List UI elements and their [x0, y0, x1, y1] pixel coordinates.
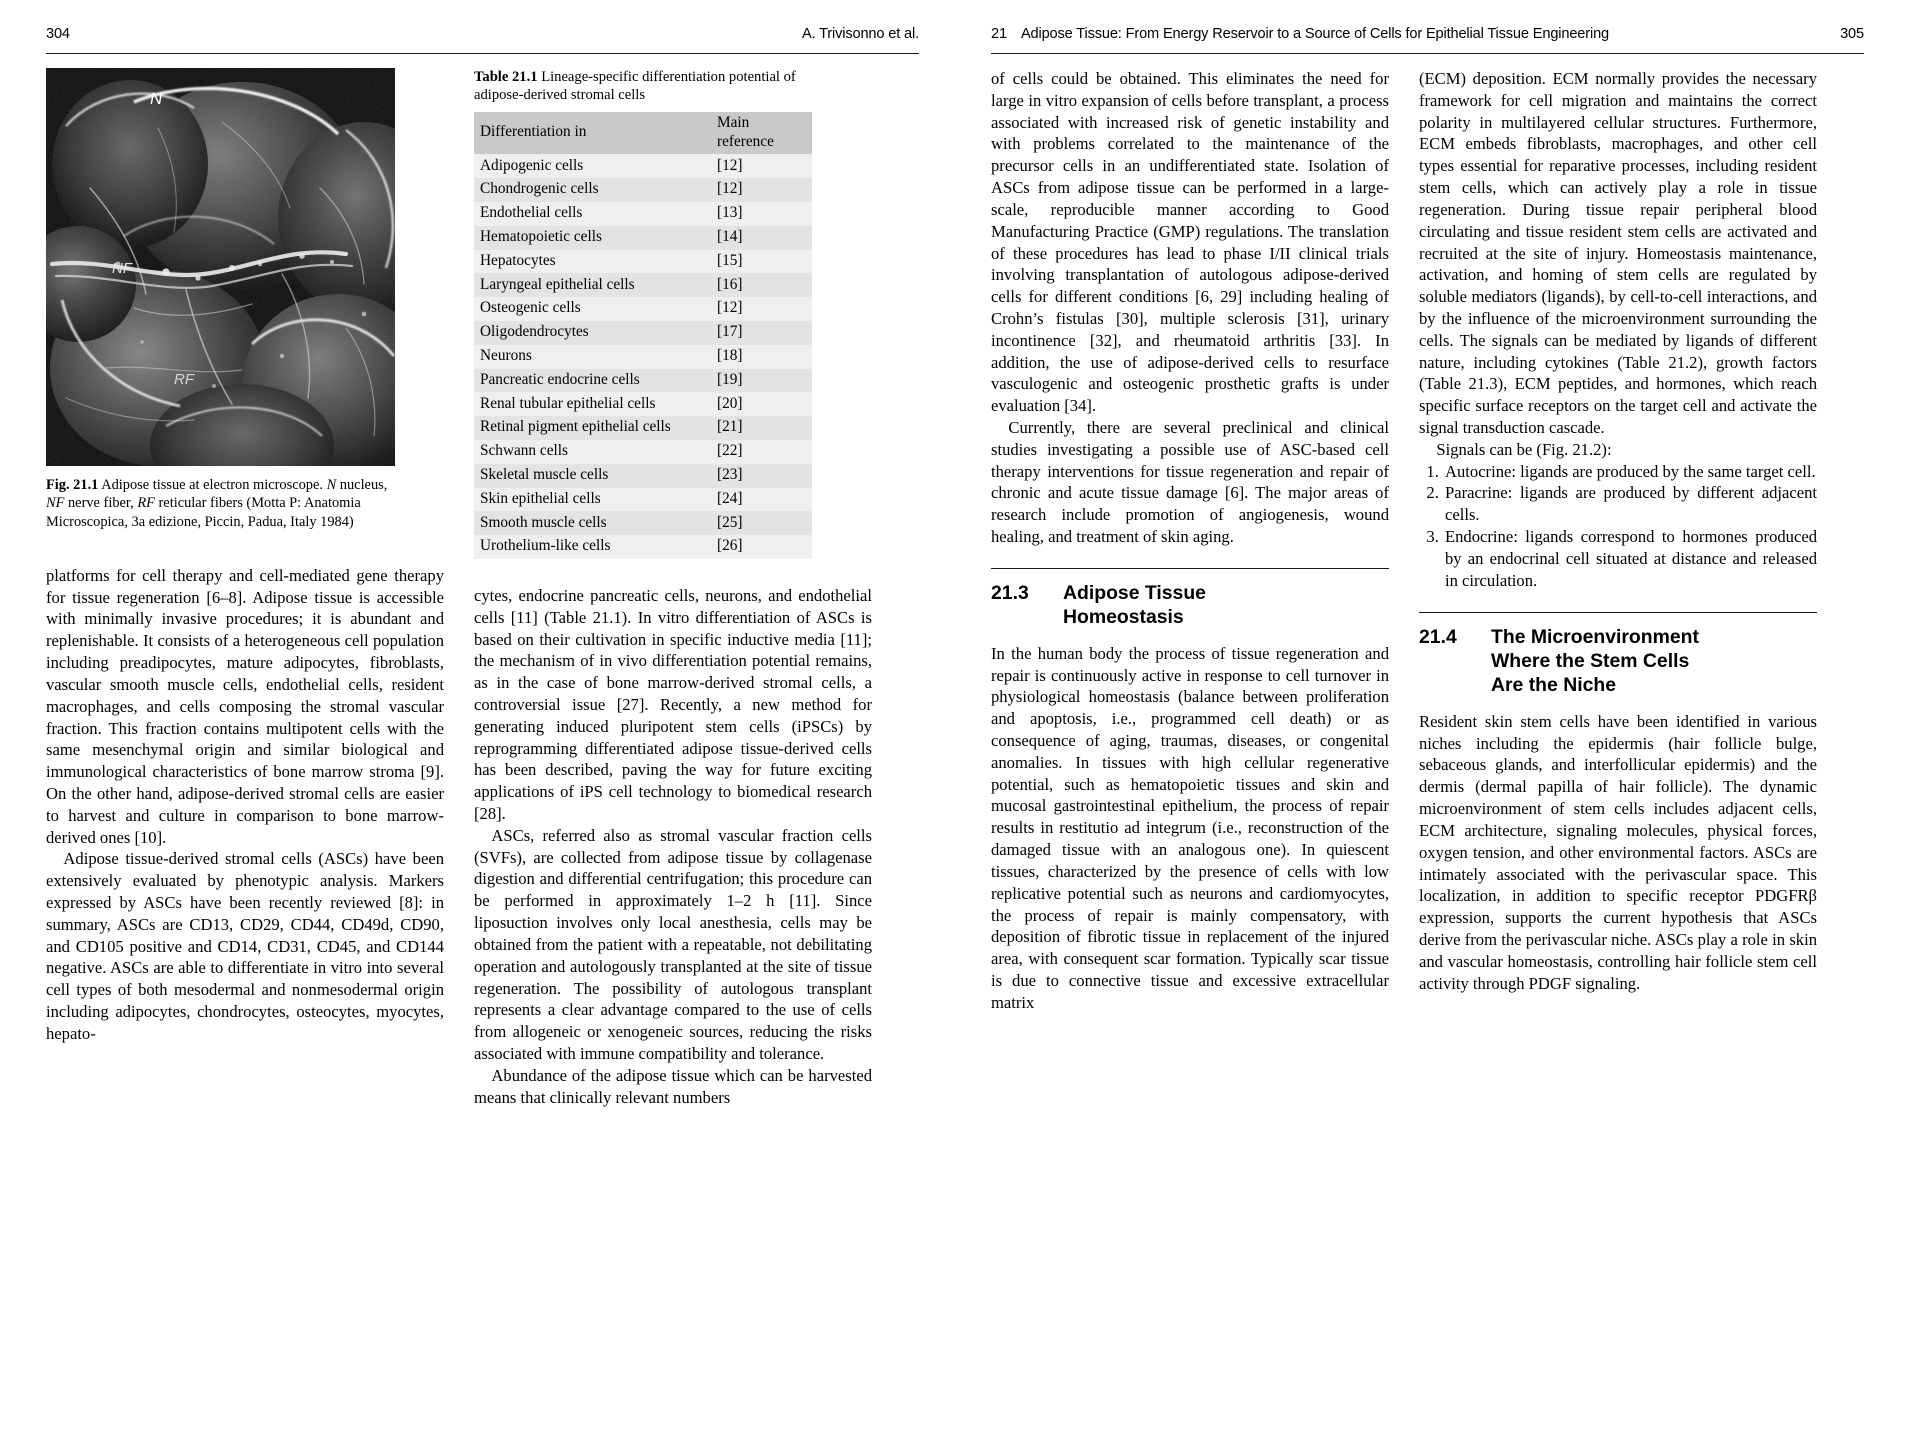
- figure-caption-italic-rf: RF: [137, 495, 155, 512]
- table-cell-reference: [14]: [717, 227, 743, 245]
- table-row: [474, 416, 812, 440]
- table-header: [474, 112, 812, 155]
- figure-21-1: [46, 68, 395, 531]
- section-heading-21-4: [1419, 612, 1817, 698]
- table-cell-differentiation: Skeletal muscle cells: [480, 465, 609, 483]
- column-right-1: [991, 68, 1389, 1014]
- table-row: [474, 321, 812, 345]
- table-cell-differentiation: Pancreatic endocrine cells: [480, 370, 640, 388]
- table-cell-differentiation: Renal tubular epithelial cells: [480, 394, 656, 412]
- table-row: [474, 511, 812, 535]
- section-21-4-number: 21.4: [1419, 625, 1457, 648]
- table-body: [474, 154, 812, 559]
- figure-caption: [46, 476, 395, 531]
- table-row: [474, 535, 812, 559]
- table-cell-reference: [12]: [717, 180, 743, 198]
- table-row: [474, 297, 812, 321]
- table-cell-reference: [23]: [717, 465, 743, 483]
- table-21-1: [474, 112, 812, 559]
- running-head-left: [46, 26, 919, 48]
- left-col2-para-2: ASCs, referred also as stromal vascular fraction cells (SVFs), are collected from adipose tissue by collagenase digestion and differential centrifugation; this procedure can be performed in approximately 1–2 h [11]. Since liposuction involves only local anesthesia, cells may be obtained from the patient with a repeatable, not debilitating operation and autologously transplanted at the site of tissue regeneration. The possibility of autologous transplant represents a clear advantage compared to the use of cells from allogeneic or xenogeneic sources, reducing the risks associated with immune compatibility and tolerance.: [474, 825, 872, 1063]
- table-cell-differentiation: Oligodendrocytes: [480, 323, 589, 341]
- section-21-4-title: [1491, 625, 1817, 698]
- section-21-3-title-line2: Homeostasis: [1063, 606, 1184, 629]
- chapter-number: 21: [991, 26, 1007, 42]
- micrograph-label-nf: NF: [112, 260, 132, 277]
- figure-caption-text-1: Adipose tissue at electron microscope.: [101, 477, 327, 493]
- table-cell-differentiation: Skin epithelial cells: [480, 489, 601, 507]
- figure-caption-text-3: nerve fiber,: [64, 495, 138, 512]
- header-rule-left: [46, 53, 919, 54]
- table-cell-differentiation: Laryngeal epithelial cells: [480, 275, 635, 293]
- table-cell-differentiation: Smooth muscle cells: [480, 513, 607, 531]
- section-21-4-title-line2: Where the Stem Cells: [1491, 649, 1690, 672]
- figure-caption-text-4: reticular fibers (Motta P: Anatomia Microscopica, 3a edizione, Piccin, Padua, Italy 1984): [46, 495, 361, 530]
- table-row: [474, 392, 812, 416]
- section-heading-21-3: [991, 568, 1389, 630]
- table-cell-reference: [24]: [717, 489, 743, 507]
- table-row: [474, 488, 812, 512]
- signal-list-item: 1. Autocrine: ligands are produced by the same target cell.: [1443, 461, 1817, 483]
- signal-list-item: 3. Endocrine: ligands correspond to hormones produced by an endocrinal cell situated at distance and released in circulation.: [1443, 526, 1817, 591]
- table-cell-differentiation: Retinal pigment epithelial cells: [480, 418, 671, 436]
- table-header-row: [474, 112, 812, 155]
- left-col1-para-2: Adipose tissue-derived stromal cells (ASCs) have been extensively evaluated by phenotypic analysis. Markers expressed by ASCs have been recently reviewed [8]: in summary, ASCs are CD13, CD29, CD44, CD49d, CD90, and CD105 positive and CD14, CD31, CD45, and CD144 negative. ASCs are able to differentiate in vitro into several cell types of both mesodermal and nonmesodermal origin including adipocytes, chondrocytes, osteocytes, myocytes, hepato-: [46, 849, 444, 1043]
- table-row: [474, 178, 812, 202]
- table-cell-reference: [12]: [717, 156, 743, 174]
- table-cell-reference: [12]: [717, 299, 743, 317]
- left-col2-para-3: Abundance of the adipose tissue which can be harvested means that clinically relevant numbers: [474, 1065, 872, 1107]
- table-cell-reference: [26]: [717, 537, 743, 555]
- page-number-right: 305: [1840, 26, 1864, 42]
- right-col1-para-3: In the human body the process of tissue regeneration and repair is continuously active in response to cell turnover in physiological homeostasis (balance between proliferation and apoptosis, i.e., programmed cell death) or as consequence of aging, traumas, diseases, or congenital anomalies. In tissues with high cellular regenerative potential, such as hematopoietic tissues and skin and mucosal gastrointestinal epithelium, the process of repair results in restitutio ad integrum (i.e., reconstruction of the damaged tissue with an analogous one). In quiescent tissues, characterized by the presence of cells with low replicative potential such as neurons and cardiomyocytes, the process of repair is mainly compensatory, with deposition of fibrotic tissue in replacement of the injured area, with consequent scar formation. Typically scar tissue is due to connective tissue and excessive extracellular matrix: [991, 643, 1389, 1012]
- table-cell-reference: [17]: [717, 323, 743, 341]
- signal-list-item: 2. Paracrine: ligands are produced by different adjacent cells.: [1443, 482, 1817, 526]
- column-left-2: [474, 68, 872, 1108]
- right-col1-para-1: of cells could be obtained. This eliminates the need for large in vitro expansion of cells before transplant, a process associated with increased risk of genetic instability and with problems correlated to the maintenance of the precursor cells in an undifferentiated state. Isolation of ASCs from adipose tissue can be performed in a large-scale, reproducible manner according to Good Manufacturing Practice (GMP) regulations. The translation of these procedures has lead to phase I/II clinical trials involving transplantation of autologous adipose-derived cells for different conditions [6, 29] including healing of Crohn’s fistulas [30], multiple sclerosis [31], urinary incontinence [32], and rheumatoid arthritis [33]. In addition, the use of adipose-derived cells to resurface vasculogenic and osteogenic prosthetic grafts is under evaluation [34].: [991, 69, 1389, 416]
- table-caption-text: Lineage-specific differentiation potential of adipose-derived stromal cells: [474, 69, 796, 104]
- table-caption-label: Table 21.1: [474, 69, 538, 85]
- table-row: [474, 464, 812, 488]
- table-header-reference: Main reference: [709, 112, 812, 155]
- table-21-1-wrapper: [474, 68, 812, 559]
- table-row: [474, 273, 812, 297]
- section-21-3-number: 21.3: [991, 581, 1029, 604]
- table-header-differentiation: Differentiation in: [474, 112, 709, 155]
- table-cell-reference: [25]: [717, 513, 743, 531]
- right-col2-para-2: Signals can be (Fig. 21.2):: [1436, 439, 1612, 459]
- table-row: [474, 345, 812, 369]
- table-cell-differentiation: Osteogenic cells: [480, 299, 581, 317]
- table-row: [474, 154, 812, 178]
- table-cell-reference: [22]: [717, 442, 743, 460]
- micrograph-label-rf: RF: [174, 371, 194, 388]
- columns-right: [991, 68, 1864, 1014]
- table-cell-differentiation: Neurons: [480, 346, 532, 364]
- table-cell-reference: [21]: [717, 418, 743, 436]
- section-21-3-title: [1063, 581, 1389, 630]
- table-caption: [474, 68, 812, 105]
- table-row: [474, 250, 812, 274]
- table-cell-reference: [19]: [717, 370, 743, 388]
- page-right: [955, 0, 1910, 1440]
- table-cell-differentiation: Adipogenic cells: [480, 156, 584, 174]
- electron-micrograph-image: [46, 68, 395, 466]
- right-col2-para-1: (ECM) deposition. ECM normally provides the necessary framework for cell migration and maintains the correct polarity in multilayered cellular structures. Furthermore, ECM embeds fibroblasts, macrophages, and other cell types essential for reparative processes, including resident stem cells, which can actively play a role in tissue regeneration. During tissue repair peripheral blood circulating and tissue resident stem cells are activated and recruited at the site of injury. Homeostasis maintenance, activation, and homing of stem cells are regulated by soluble mediators (ligands), by cell-to-cell interactions, and by the influence of the microenvironment surrounding the cells. The signals can be mediated by ligands of different nature, including cytokines (Table 21.2), growth factors (Table 21.3), ECM peptides, and hormones, which reach specific surface receptors on the target cell and activate the signal transduction cascade.: [1419, 69, 1817, 437]
- table-cell-differentiation: Schwann cells: [480, 442, 568, 460]
- table-cell-reference: [13]: [717, 204, 743, 222]
- section-21-4-title-line1: The Microenvironment: [1491, 625, 1699, 648]
- table-cell-differentiation: Hepatocytes: [480, 251, 556, 269]
- right-col1-para-2: Currently, there are several preclinical and clinical studies investigating a possible use of ASC-based cell therapy interventions for tissue regeneration and repair of chronic and acute tissue damage [6]. The major areas of research include promotion of angiogenesis, wound healing, and treatment of skin aging.: [991, 418, 1389, 547]
- right-col2-para-3: Resident skin stem cells have been identified in various niches including the epidermis (hair follicle bulge, sebaceous glands, and interfollicular epidermis) and the dermis (dermal papilla of hair follicle). The dynamic microenvironment of stem cells includes adjacent cells, ECM architecture, signaling molecules, physical forces, oxygen tension, and other environmental factors. ASCs are intimately associated with the perivascular space. This localization, in addition to specific receptor PDGFRβ expression, supports the current hypothesis that ASCs derive from the perivascular niche. ASCs play a role in skin and vascular homeostasis, controlling hair follicle stem cell activity through PDGF signaling.: [1419, 711, 1817, 993]
- table-cell-differentiation: Chondrogenic cells: [480, 180, 599, 198]
- micrograph-label-n: N: [150, 89, 163, 108]
- table-cell-differentiation: Endothelial cells: [480, 204, 583, 222]
- running-head-authors: A. Trivisonno et al.: [801, 26, 919, 42]
- header-rule-right: [991, 53, 1864, 54]
- left-col2-para-1: cytes, endocrine pancreatic cells, neurons, and endothelial cells [11] (Table 21.1). In vitro differentiation of ASCs is based on their cultivation in specific inductive media [11]; the mechanism of in vivo differentiation potential remains, as in the case of bone marrow-derived stromal cells, a controversial issue [27]. Recently, a new method for generating induced pluripotent stem cells (iPSCs) by reprogramming differentiated adipose tissue-derived cells has been described, paving the way for future exciting applications of iPS cell technology to biomedical research [28].: [474, 585, 872, 824]
- running-head-right: [991, 26, 1864, 48]
- page-number-left: 304: [46, 26, 70, 42]
- figure-caption-italic-n: N: [326, 477, 337, 493]
- table-row: [474, 226, 812, 250]
- table-cell-reference: [18]: [717, 346, 743, 364]
- table-row: [474, 202, 812, 226]
- left-col1-para-1: platforms for cell therapy and cell-mediated gene therapy for tissue regeneration [6–8]. Adipose tissue is accessible with minimally invasive procedures; it is abundant and replenishable. It consists of a heterogeneous cell population including preadipocytes, mature adipocytes, fibroblasts, vascular smooth muscle cells, endothelial cells, resident macrophages, and cells composing the stromal vascular fraction. This fraction contains multipotent cells with the same mesenchymal origin and similar biological and immunological characteristics of bone marrow stroma [9]. On the other hand, adipose-derived stromal cells are easier to harvest and culture in comparison to bone marrow-derived ones [10].: [46, 565, 444, 847]
- table-cell-reference: [16]: [717, 275, 743, 293]
- section-21-4-title-line3: Are the Niche: [1491, 674, 1616, 697]
- figure-caption-text-2: nucleus,: [336, 477, 388, 493]
- signal-types-list: [1419, 461, 1817, 592]
- figure-caption-label: Fig. 21.1: [46, 477, 99, 493]
- column-left-1: [46, 68, 444, 1108]
- table-cell-reference: [15]: [717, 251, 743, 269]
- section-21-3-title-line1: Adipose Tissue: [1063, 581, 1206, 604]
- table-row: [474, 440, 812, 464]
- figure-caption-italic-nf: NF: [46, 495, 65, 512]
- column-right-2: [1419, 68, 1817, 1014]
- table-row: [474, 369, 812, 393]
- table-cell-differentiation: Urothelium-like cells: [480, 537, 611, 555]
- table-cell-reference: [20]: [717, 394, 743, 412]
- running-head-title: Adipose Tissue: From Energy Reservoir to a Source of Cells for Epithelial Tissue Engineering: [1020, 26, 1610, 42]
- table-cell-differentiation: Hematopoietic cells: [480, 227, 602, 245]
- columns-left: [46, 68, 919, 1108]
